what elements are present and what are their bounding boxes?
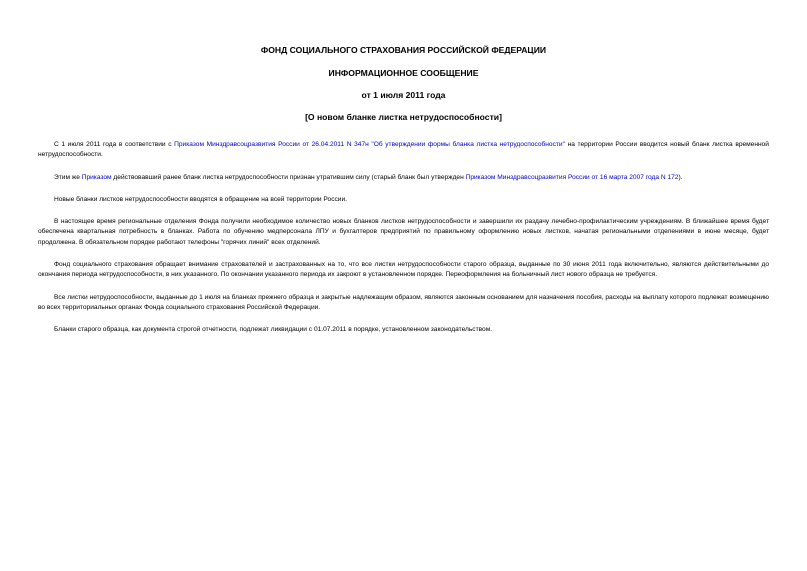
paragraph-7: Бланки старого образца, как документа строгой отчетности, подлежат ликвидации с 01.07.2011 в порядке, установленном законодательством. <box>54 326 493 334</box>
paragraph-6: Все листки нетрудоспособности, выданные до 1 июля на бланках прежнего образца и закрытые надлежащим образом, являются законным основанием для назначения пособия, расходы на выплату которого подлежат возмещению во всех территориальных органах Фонда социального страхования Российской Федерации. <box>38 293 769 311</box>
order-link[interactable]: Приказом <box>81 173 112 181</box>
paragraph-1-text-a: С 1 июля 2011 года в соответствии с <box>54 141 175 148</box>
paragraph-3: Новые бланки листков нетрудоспособности вводятся в обращение на всей территории России. <box>54 195 347 203</box>
document-type-title: ИНФОРМАЦИОННОЕ СООБЩЕНИЕ <box>328 68 479 78</box>
paragraph-1-text-b: на территории России вводится новый бланк листка временной нетрудоспособности. <box>38 141 769 159</box>
paragraph-2-text-a: Этим же <box>54 173 82 181</box>
order-172-link[interactable]: Приказом Минздравсоцразвития России от 16 марта 2007 года N 172 <box>465 173 679 181</box>
paragraph-5: Фонд социального страхования обращает внимание страхователей и застрахованных на то, что все листки нетрудоспособности старого образца, выданные по 30 июня 2011 года включительно, являются действительными до окончания периода нетрудоспособности, в них указанного. По окончании указанного периода их закроют в установленном порядке. Переоформления на больничный лист нового образца не требуется. <box>38 261 769 279</box>
paragraph-1 <box>38 140 769 161</box>
order-347n-link[interactable]: Приказом Минздравсоцразвития России от 26.04.2011 N 347н "Об утверждении формы бланка листка нетрудоспособности" <box>174 141 565 148</box>
paragraph-2-text-c: ). <box>678 173 683 181</box>
paragraph-2-text-b: действовавший ранее бланк листка нетрудоспособности признан утратившим силу (старый бланк был утвержден <box>111 173 466 181</box>
paragraph-2 <box>38 173 769 183</box>
paragraph-4: В настоящее время региональные отделения Фонда получили необходимое количество новых бланков листков нетрудоспособности и завершили их раздачу лечебно-профилактическим учреждениям. В ближайшее время будет обеспечена квартальная потребность в бланках. Работа по обучению медперсонала ЛПУ и бухгалтеров предприятий по правильному оформлению новых листков, начатая региональными отделениями в июне месяце, будет продолжена. В обязательном порядке работают телефоны "горячих линий" всех отделений. <box>38 218 769 246</box>
document-date: от 1 июля 2011 года <box>361 90 446 100</box>
document-subject: [О новом бланке листка нетрудоспособности] <box>305 112 502 122</box>
organization-title: ФОНД СОЦИАЛЬНОГО СТРАХОВАНИЯ РОССИЙСКОЙ ФЕДЕРАЦИИ <box>260 45 547 55</box>
document-body <box>38 140 769 348</box>
